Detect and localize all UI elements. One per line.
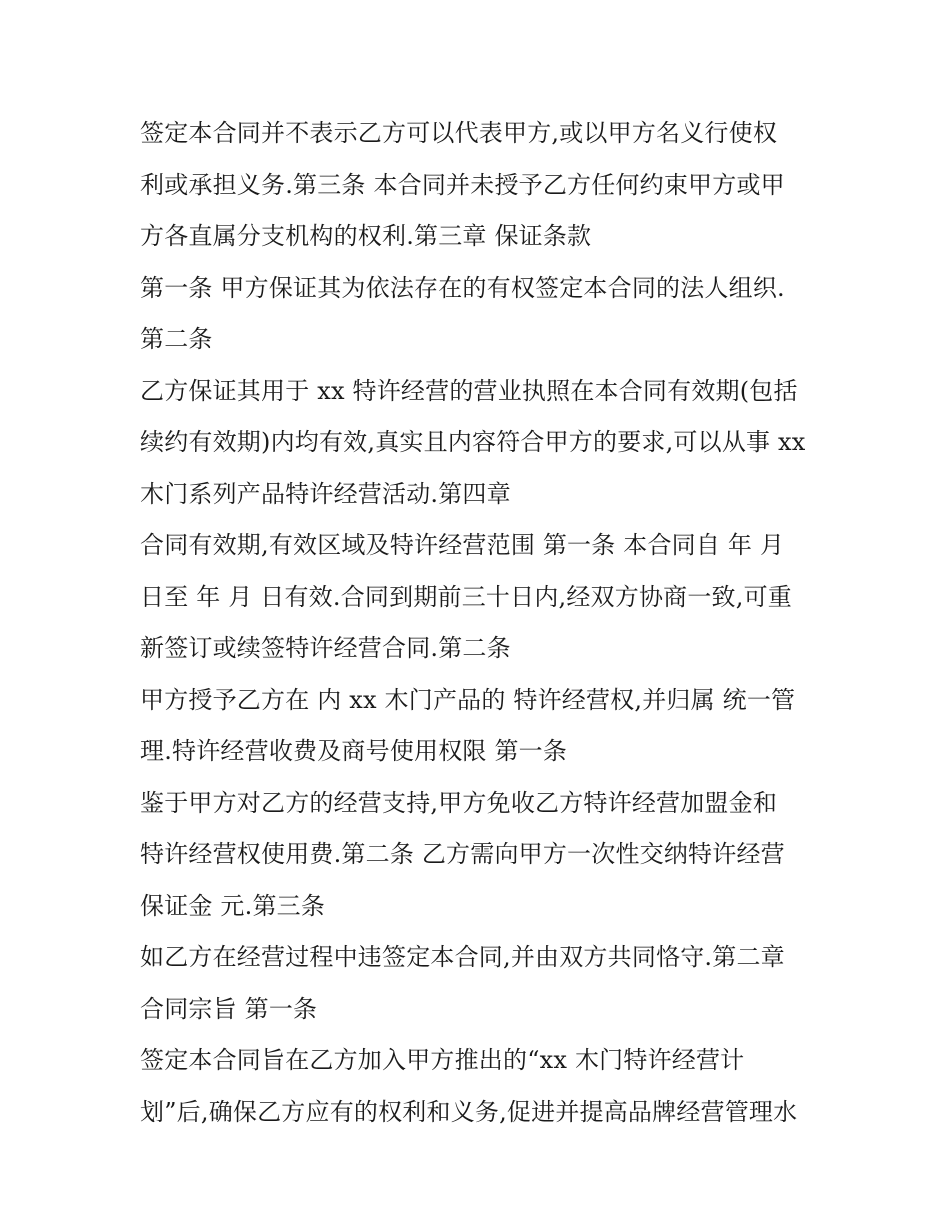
document-body [140,108,820,1138]
text-line: 特许经营权使用费.第二条 乙方需向甲方一次性交纳特许经营 [140,840,785,868]
text-line: 乙方保证其用于 xx 特许经营的营业执照在本合同有效期(包括 [140,376,798,405]
text-line: 利或承担义务.第三条 本合同并未授予乙方任何约束甲方或甲 [140,170,785,199]
text-line: 合同宗旨 第一条 [140,994,318,1023]
text-line: 方各直属分支机构的权利.第三章 保证条款 [140,222,592,250]
text-line: 新签订或续签特许经营合同.第二条 [140,634,511,662]
text-line: 合同有效期,有效区域及特许经营范围 第一条 本合同自 年 月 [140,531,785,559]
text-line: 鉴于甲方对乙方的经营支持,甲方免收乙方特许经营加盟金和 [140,788,778,817]
text-line: 甲方授予乙方在 内 xx 木门产品的 特许经营权,并归属 统一管 [140,685,796,714]
text-line: 保证金 元.第三条 [140,891,326,920]
text-line: 签定本合同并不表示乙方可以代表甲方,或以甲方名义行使权 [140,119,778,147]
text-line: 木门系列产品特许经营活动.第四章 [140,479,511,508]
text-line: 划”后,确保乙方应有的权利和义务,促进并提高品牌经营管理水 [140,1097,798,1126]
text-line: 续约有效期)内均有效,真实且内容符合甲方的要求,可以从事 xx [140,428,806,456]
text-line: 签定本合同旨在乙方加入甲方推出的“xx 木门特许经营计 [140,1046,745,1074]
text-line: 理.特许经营收费及商号使用权限 第一条 [140,737,568,765]
text-line: 如乙方在经营过程中违签定本合同,并由双方共同恪守.第二章 [140,943,785,971]
text-line: 第一条 甲方保证其为依法存在的有权签定本合同的法人组织. [140,273,785,302]
text-line: 日至 年 月 日有效.合同到期前三十日内,经双方协商一致,可重 [140,582,792,611]
text-line: 第二条 [140,325,213,353]
